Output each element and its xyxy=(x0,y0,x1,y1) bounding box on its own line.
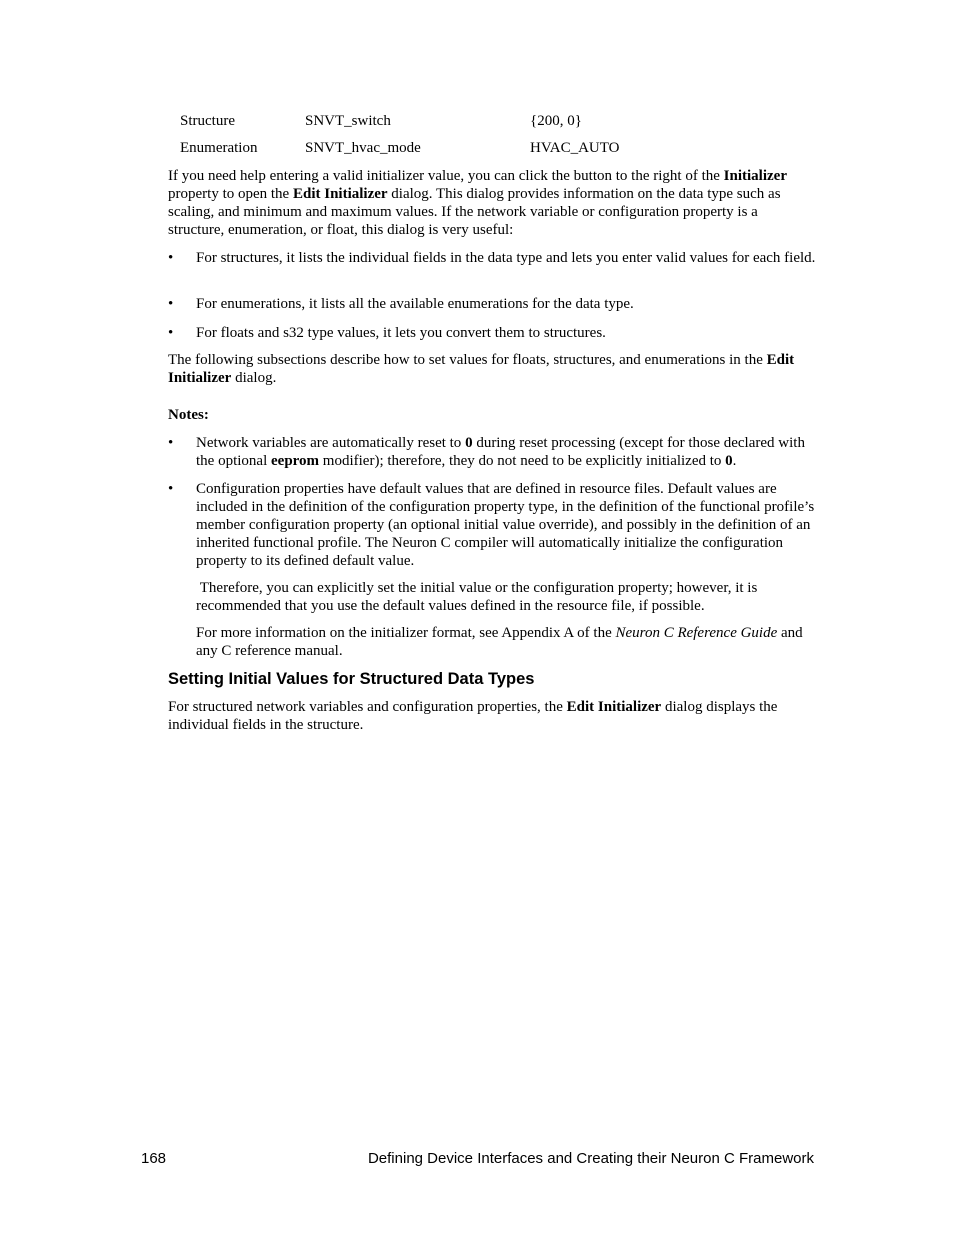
table-cell-value: {200, 0} xyxy=(530,113,582,129)
list-item: • Network variables are automatically reset to 0 during reset processing (except for those declared with the optional eeprom modifier); therefore, they do not need to be explicitly initialized to 0. xyxy=(168,435,805,469)
list-item: • For floats and s32 type values, it lets you convert them to structures. xyxy=(168,325,606,341)
bullet-icon: • xyxy=(168,296,174,312)
notes-heading: Notes: xyxy=(168,407,209,423)
bullet-icon: • xyxy=(168,481,174,497)
list-item: • For structures, it lists the individual fields in the data type and lets you enter valid values for each field. xyxy=(168,250,816,266)
bullet-icon: • xyxy=(168,435,174,451)
table-cell-snvt: SNVT_hvac_mode xyxy=(305,140,421,156)
list-item: • For enumerations, it lists all the available enumerations for the data type. xyxy=(168,296,634,312)
list-item: • Configuration properties have default values that are defined in resource files. Default values are included in the definition of the configuration property type, in the definition of the functional profile’s member configuration property (an optional initial value override), and possibly in the definition of an inherited functional profile. The Neuron C compiler will automatically initialize the configuration property to its defined default value. xyxy=(168,481,815,569)
bullet-icon: • xyxy=(168,250,174,266)
intro-paragraph: If you need help entering a valid initializer value, you can click the button to the right of the Initializer property to open the Edit Initializer dialog. This dialog provides information on the data type such as scaling, and minimum and maximum values. If the network variable or configuration property is a structure, enumeration, or float, this dialog is very useful: xyxy=(168,168,787,238)
bullet-icon: • xyxy=(168,325,174,341)
table-cell-type: Enumeration xyxy=(180,140,258,156)
note-continuation: Therefore, you can explicitly set the initial value or the configuration property; however, it is recommended that you use the default values defined in the resource file, if possible. xyxy=(196,580,762,614)
table-cell-value: HVAC_AUTO xyxy=(530,140,620,156)
footer-title: Defining Device Interfaces and Creating their Neuron C Framework xyxy=(367,1150,814,1167)
page-number: 168 xyxy=(141,1150,167,1167)
table-cell-snvt: SNVT_switch xyxy=(305,113,391,129)
subsections-paragraph: The following subsections describe how to set values for floats, structures, and enumerations in the Edit Initializer dialog. xyxy=(168,352,795,386)
note-more-info: For more information on the initializer format, see Appendix A of the Neuron C Reference Guide and any C reference manual. xyxy=(196,625,803,659)
section-body: For structured network variables and configuration properties, the Edit Initializer dialog displays the individual fields in the structure. xyxy=(168,699,778,733)
table-cell-type: Structure xyxy=(180,113,235,129)
section-heading: Setting Initial Values for Structured Data Types xyxy=(168,670,535,688)
